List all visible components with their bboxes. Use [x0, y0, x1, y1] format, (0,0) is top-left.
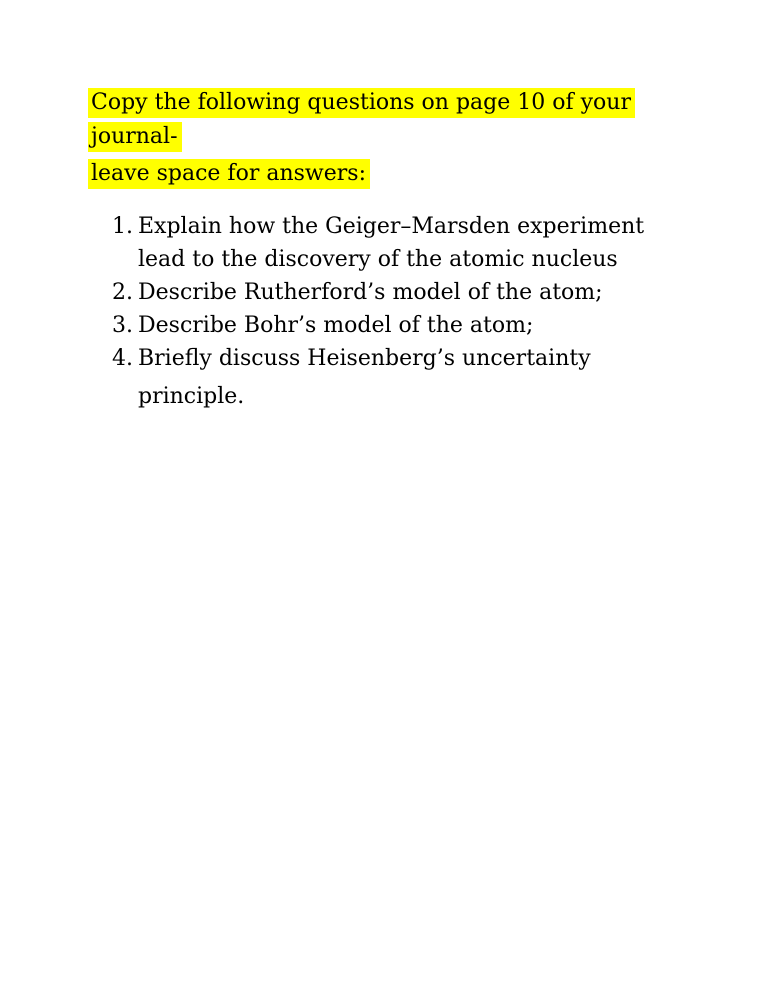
item-line: Describe Rutherford’s model of the atom; [138, 280, 603, 305]
numbered-list [88, 210, 692, 413]
heading-line [88, 157, 692, 191]
list-item [88, 210, 692, 276]
heading [88, 86, 692, 191]
item-number: 1. [112, 214, 133, 239]
item-line: principle. [138, 384, 245, 409]
highlighted-text: leave space for answers: [88, 159, 370, 189]
item-line: Briefly discuss Heisenberg’s uncertainty [138, 346, 591, 371]
item-line: Explain how the Geiger–Marsden experiment [138, 214, 645, 239]
highlighted-text: Copy the following questions on page 10 of your journal- [88, 88, 635, 152]
item-line: lead to the discovery of the atomic nucleus [138, 247, 618, 272]
item-line: Describe Bohr’s model of the atom; [138, 313, 534, 338]
item-number: 4. [112, 346, 133, 371]
item-number: 2. [112, 280, 133, 305]
text-block [88, 86, 692, 413]
item-number: 3. [112, 313, 133, 338]
heading-line [88, 86, 692, 154]
list-item [88, 342, 692, 413]
list-item [88, 309, 692, 342]
list-item [88, 276, 692, 309]
